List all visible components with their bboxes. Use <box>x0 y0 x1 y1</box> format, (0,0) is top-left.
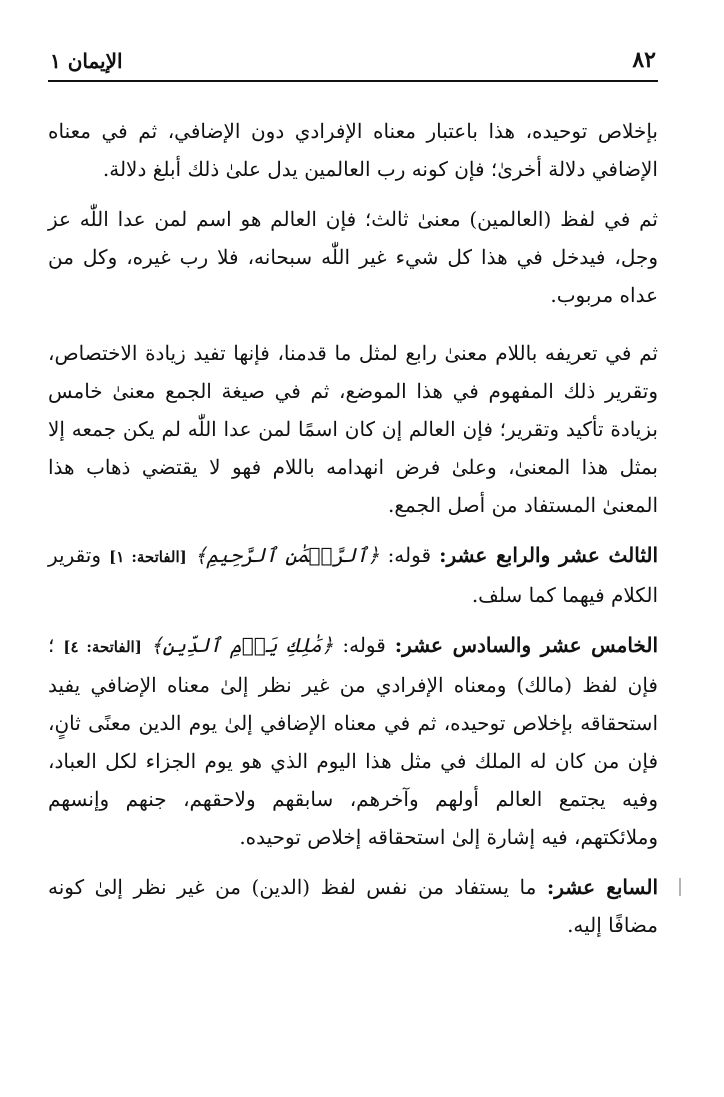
section-heading: السابع عشر: <box>546 875 659 899</box>
paragraph-2 <box>48 200 658 314</box>
section-heading: الثالث عشر والرابع عشر: <box>439 543 659 567</box>
verse-citation: [الفاتحة: ١] <box>109 548 187 566</box>
page-header <box>48 40 658 82</box>
paragraph-text: ثم في لفظ (العالمين) معنىٰ ثالث؛ فإن العالم هو اسم لمن عدا اللّٰه عز وجل، فيدخل في هذا كل شيء غير اللّٰه سبحانه، فلا رب غيره، وكل من عداه مربوب. <box>48 207 658 307</box>
quran-verse: ﴿ٱلرَّحۡمَٰنِ ٱلرَّحِيمِ﴾ <box>194 543 380 567</box>
paragraph-text: ما يستفاد من نفس لفظ (الدين) من غير نظر إلىٰ كونه مضافًا إليه. <box>48 875 658 937</box>
page-number: ٨٢ <box>632 47 656 73</box>
paragraph-5 <box>48 626 658 856</box>
page-body <box>48 112 658 956</box>
running-title: الإيمان ١ <box>50 49 123 73</box>
section-heading: الخامس عشر والسادس عشر: <box>394 633 658 657</box>
book-page <box>48 40 658 1060</box>
paragraph-6 <box>48 868 658 944</box>
paragraph-text: ثم في تعريفه باللام معنىٰ رابع لمثل ما قدمنا، فإنها تفيد زيادة الاختصاص، وتقرير ذلك المفهوم في هذا الموضع، ثم في صيغة الجمع معنىٰ خامس بزيادة تأكيد وتقرير؛ فإن العالم إن كان اسمًا لمن عدا اللّٰه لم يكن جمعه إلا بمثل هذا المعنىٰ، وعلىٰ فرض انهدامه باللام فهو لا يقتضي ذهاب هذا المعنىٰ المستفاد من أصل الجمع. <box>48 341 658 517</box>
margin-mark <box>679 878 681 896</box>
paragraph-1 <box>48 112 658 188</box>
quran-verse: ﴿مَٰلِكِ يَوۡمِ ٱلدِّينِ﴾ <box>150 633 334 657</box>
paragraph-4 <box>48 536 658 614</box>
paragraph-text: بإخلاص توحيده، هذا باعتبار معناه الإفرادي دون الإضافي، ثم في معناه الإضافي دلالة أخرىٰ؛ فإن كونه رب العالمين يدل علىٰ ذلك أبلغ دلالة. <box>48 119 658 181</box>
paragraph-text: وتقرير الكلام فيهما كما سلف. <box>48 543 658 607</box>
verse-citation: [الفاتحة: ٤] <box>63 638 142 656</box>
paragraph-text: ؛ فإن لفظ (مالك) ومعناه الإفرادي من غير نظر إلىٰ معناه الإضافي يفيد استحقاقه بإخلاص توحيده، ثم في معناه الإضافي إلىٰ يوم الدين معنًى ثانٍ، فإن من كان له الملك في مثل هذا اليوم الذي هو يوم الجزاء لكل العباد، وفيه يجتمع العالم أولهم وآخرهم، سابقهم ولاحقهم، جنهم وإنسهم وملائكتهم، فيه إشارة إلىٰ استحقاقه إخلاص توحيده. <box>48 633 658 849</box>
quote-intro: قوله: <box>342 633 386 657</box>
quote-intro: قوله: <box>387 543 432 567</box>
paragraph-3 <box>48 334 658 524</box>
